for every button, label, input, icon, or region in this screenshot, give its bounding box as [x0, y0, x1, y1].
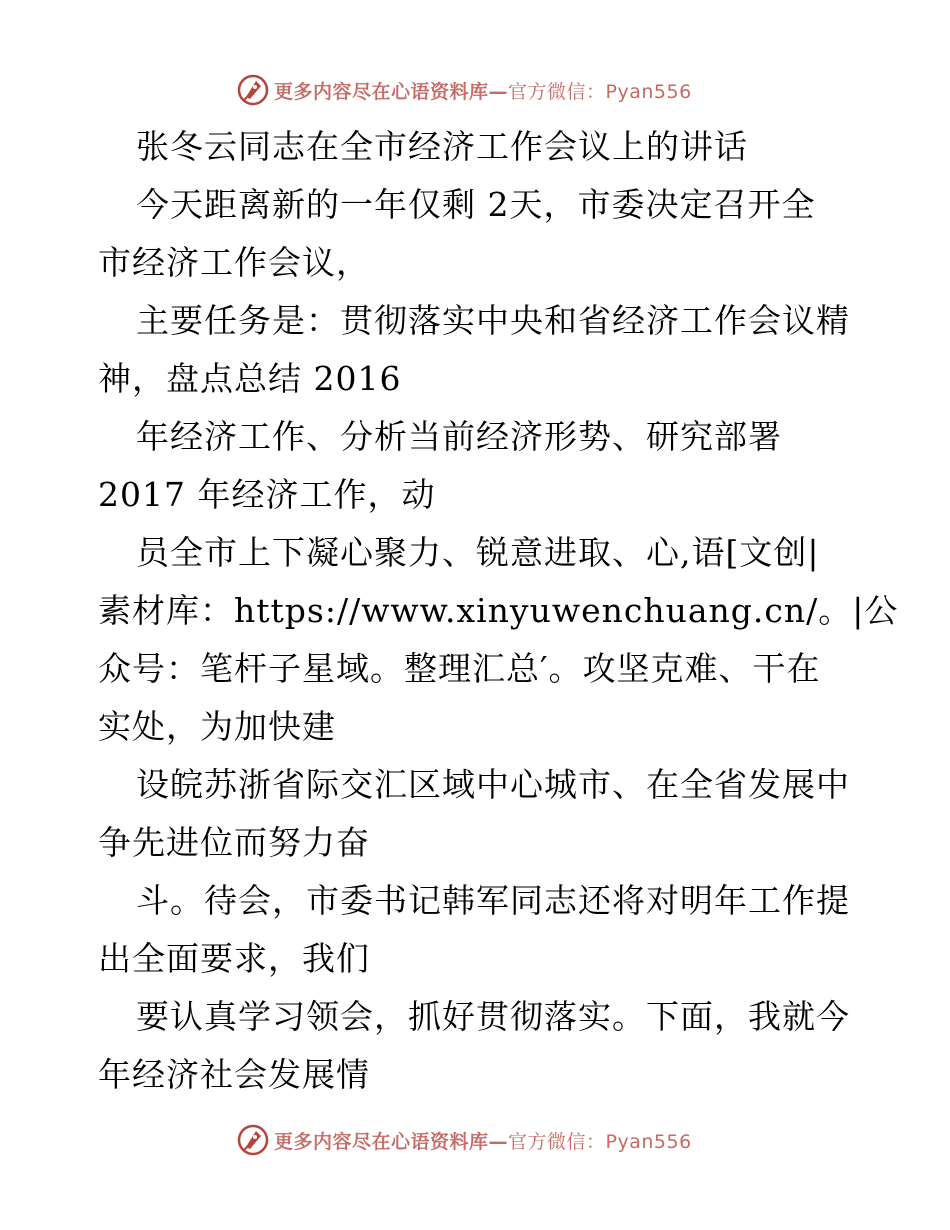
text-line: 出全面要求，我们 — [98, 939, 370, 978]
footer-watermark — [236, 1122, 692, 1158]
watermark-main: 更多内容尽在心语资料库 — [274, 1130, 489, 1153]
pen-nib-icon — [236, 1123, 270, 1157]
watermark-wechat-label: 官方微信： — [508, 1130, 606, 1153]
watermark-main: 更多内容尽在心语资料库 — [274, 80, 489, 103]
header-watermark — [236, 72, 692, 108]
text-line: 主要任务是：贯彻落实中央和省经济工作会议精 — [136, 301, 850, 340]
text-line: 年经济工作、分析当前经济形势、研究部署 — [136, 417, 782, 456]
text-line: 斗。待会，市委书记韩军同志还将对明年工作提 — [136, 881, 850, 920]
text-line: 员全市上下凝心聚力、锐意进取、心,语[文创| — [136, 533, 820, 572]
text-line: 张冬云同志在全市经济工作会议上的讲话 — [136, 127, 748, 166]
text-line: 设皖苏浙省际交汇区域中心城市、在全省发展中 — [136, 765, 850, 804]
watermark-dash: — — [488, 1130, 509, 1153]
text-line: 2017 年经济工作，动 — [98, 475, 436, 514]
text-line: 市经济工作会议， — [98, 243, 370, 282]
watermark-dash: — — [488, 80, 509, 103]
watermark-wechat-id: Pyan556 — [605, 80, 692, 103]
text-line: 今天距离新的一年仅剩 2天，市委决定召开全 — [136, 185, 816, 224]
document-body — [98, 118, 899, 1104]
text-line: 实处，为加快建 — [98, 707, 336, 746]
watermark-wechat-label: 官方微信： — [508, 80, 606, 103]
watermark-text — [274, 1127, 692, 1154]
watermark-text — [274, 77, 692, 104]
text-line: 争先进位而努力奋 — [98, 823, 370, 862]
watermark-wechat-id: Pyan556 — [605, 1130, 692, 1153]
text-line: 年经济社会发展情 — [98, 1055, 370, 1094]
text-line: 众号：笔杆子星域。整理汇总′。攻坚克难、干在 — [98, 649, 821, 688]
text-line: 要认真学习领会，抓好贯彻落实。下面，我就今 — [136, 997, 850, 1036]
text-line: 神，盘点总结 2016 — [98, 359, 402, 398]
pen-nib-icon — [236, 73, 270, 107]
text-line: 素材库：https://www.xinyuwenchuang.cn/。|公 — [98, 591, 899, 630]
